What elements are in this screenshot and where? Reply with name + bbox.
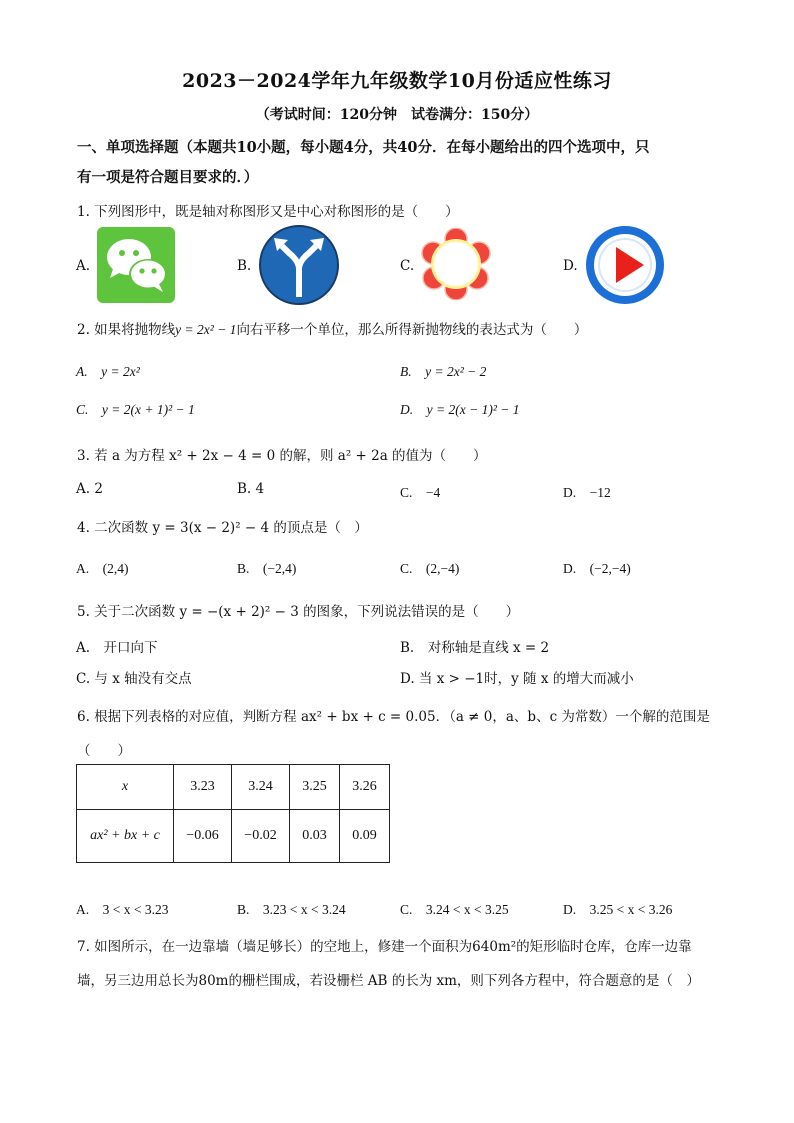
table-cell: 0.03 (290, 810, 340, 863)
value-table (76, 764, 390, 863)
q2-stem-math: y = 2x² − 1 (175, 322, 237, 337)
q6-option-b: B. 3.23 < x < 3.24 (237, 902, 346, 917)
q1-option-c-label: C. (400, 258, 415, 274)
wechat-logo-icon (97, 227, 175, 303)
section-heading-line2: 有一项是符合题目要求的．） (77, 169, 259, 186)
q1-option-b-label: B. (237, 258, 252, 274)
table-cell: 3.25 (290, 765, 340, 810)
q2-option-b: B. y = 2x² − 2 (400, 364, 487, 379)
q5-option-d: D. 当 x > −1时，y 随 x 的增大而减小 (400, 671, 634, 687)
table-cell: −0.02 (232, 810, 290, 863)
q4-option-b: B. (−2,4) (237, 561, 297, 576)
table-cell-x-label: x (77, 765, 174, 810)
q3-option-d: D. −12 (563, 485, 611, 500)
table-cell: 3.24 (232, 765, 290, 810)
question-2-stem (77, 318, 587, 338)
q3-option-a: A. 2 (76, 481, 103, 497)
q6-option-d: D. 3.25 < x < 3.26 (563, 902, 673, 917)
question-7-line2: 墙，另三边用总长为80m的栅栏围成，若设栅栏 AB 的长为 xm，则下列各方程中，符合题意的是（ ） (77, 973, 700, 989)
q2-option-c: C. y = 2(x + 1)² − 1 (76, 402, 195, 417)
page-title: 2023－2024学年九年级数学10月份适应性练习 (182, 70, 612, 92)
q6-option-c: C. 3.24 < x < 3.25 (400, 902, 509, 917)
table-cell: 3.26 (340, 765, 390, 810)
road-sign-split-arrow-icon (258, 225, 340, 305)
table-cell-expr-label: ax² + bx + c (77, 810, 174, 863)
q3-option-b: B. 4 (237, 481, 265, 497)
table-cell: −0.06 (174, 810, 232, 863)
q5-option-b: B. 对称轴是直线 x = 2 (400, 640, 550, 656)
q3-option-c: C. −4 (400, 485, 441, 500)
exam-info: （考试时间：120分钟 试卷满分：150分） (255, 107, 539, 123)
question-4-stem: 4. 二次函数 y = 3(x − 2)² − 4 的顶点是（ ） (77, 520, 368, 536)
q4-option-d: D. (−2,−4) (563, 561, 631, 576)
question-7-line1: 7. 如图所示，在一边靠墙（墙足够长）的空地上，修建一个面积为640m²的矩形临时仓库，仓库一边靠 (77, 939, 692, 955)
flower-ring-icon (420, 228, 492, 300)
q2-option-a: A. y = 2x² (76, 364, 140, 379)
q4-option-c: C. (2,−4) (400, 561, 460, 576)
q1-option-a-label: A. (76, 258, 91, 274)
question-6-stem: 6. 根据下列表格的对应值，判断方程 ax² + bx + c = 0.05．（a ≠ 0，a、b、c 为常数）一个解的范围是 (77, 709, 710, 725)
question-6-paren: （ ） (77, 743, 131, 759)
play-button-icon (585, 225, 665, 305)
question-5-stem: 5. 关于二次函数 y = −(x + 2)² − 3 的图象，下列说法错误的是（ ） (77, 604, 520, 620)
q2-stem-pre: 2. 如果将抛物线 (77, 322, 176, 338)
table-cell: 3.23 (174, 765, 232, 810)
q5-option-c: C. 与 x 轴没有交点 (76, 671, 192, 687)
table-row (77, 765, 390, 810)
question-1-stem: 1. 下列图形中，既是轴对称图形又是中心对称图形的是（ ） (77, 204, 459, 220)
q1-option-d-label: D. (563, 258, 578, 274)
q4-option-a: A. (2,4) (76, 561, 129, 576)
q2-option-d: D. y = 2(x − 1)² − 1 (400, 402, 520, 417)
table-cell: 0.09 (340, 810, 390, 863)
table-row (77, 810, 390, 863)
q2-stem-post: 向右平移一个单位，那么所得新抛物线的表达式为（ ） (236, 322, 588, 338)
question-3-stem: 3. 若 a 为方程 x² + 2x − 4 = 0 的解，则 a² + 2a 的值为（ ） (77, 448, 487, 464)
section-heading-line1: 一、单项选择题（本题共10小题，每小题4分，共40分．在每小题给出的四个选项中，只 (77, 139, 650, 156)
q6-option-a: A. 3 < x < 3.23 (76, 902, 169, 917)
q5-option-a: A. 开口向下 (76, 640, 158, 656)
